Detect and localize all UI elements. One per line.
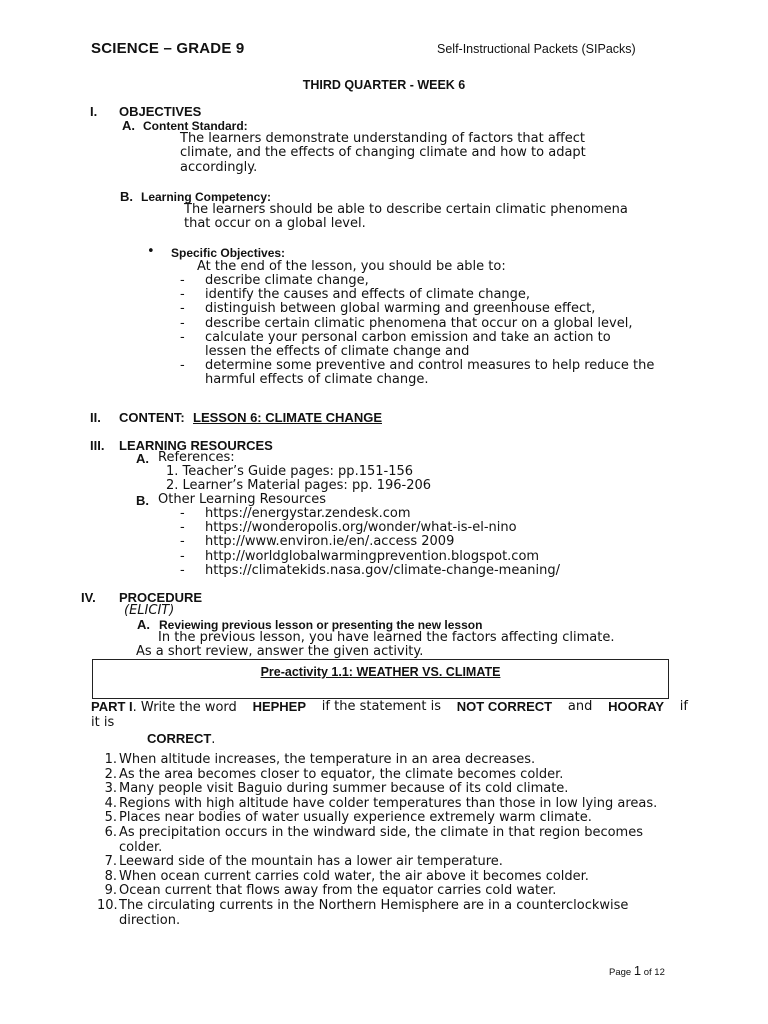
section-heading-resources: LEARNING RESOURCES: [119, 438, 273, 453]
resource-link[interactable]: - http://www.environ.ie/en/.access 2009: [180, 535, 650, 549]
step-label: Reviewing previous lesson or presenting the new lesson: [159, 618, 483, 632]
specific-objectives-label: Specific Objectives:: [171, 246, 286, 260]
content-standard-label: Content Standard:: [143, 119, 248, 133]
section-heading-procedure: PROCEDURE: [119, 590, 203, 605]
question-item: 2. As the area becomes closer to equator, the climate becomes colder.: [104, 766, 564, 782]
question-item: 5. Places near bodies of water usually experience extremely warm climate.: [104, 810, 592, 826]
question-item: 10. The circulating currents in the Northern Hemisphere are in a counterclockwise direction.: [97, 897, 629, 928]
section-heading-objectives: OBJECTIVES: [119, 104, 202, 119]
specific-objectives-intro: At the end of the lesson, you should be able to:: [197, 259, 506, 274]
pre-activity-title: Pre-activity 1.1: WEATHER VS. CLIMATE: [260, 665, 501, 679]
question-item: 8. When ocean current carries cold water, the air above it becomes colder.: [104, 868, 589, 884]
list-item: 2. Learner’s Material pages: pp. 196-206: [166, 478, 432, 494]
procedure-phase: (ELICIT): [124, 603, 175, 618]
content-label: CONTENT:: [119, 410, 185, 425]
other-resources-label: Other Learning Resources: [158, 492, 327, 507]
list-item: - calculate your personal carbon emission and take an action to lessen the effects of climate change and: [180, 331, 645, 359]
part1-label: PART I: [91, 699, 133, 714]
step-letter: A.: [137, 617, 150, 632]
learning-competency-text: The learners should be able to describe certain climatic phenomena that occur on a global level.: [184, 202, 628, 232]
lesson-title: LESSON 6: CLIMATE CHANGE: [193, 410, 382, 425]
header-series: Self-Instructional Packets (SIPacks): [437, 42, 636, 56]
pre-activity-box: [92, 659, 669, 699]
specific-objectives-list: [180, 274, 670, 388]
question-item: 3. Many people visit Baguio during summer because of its cold climate.: [104, 781, 569, 797]
references-label: References:: [158, 450, 235, 465]
page-title: THIRD QUARTER - WEEK 6: [302, 78, 466, 92]
part1-instructions: PART I. Write the word HEPHEP if the statement is NOT CORRECT and HOORAY if it is CORRECT.: [91, 699, 688, 747]
resource-link[interactable]: - https://climatekids.nasa.gov/climate-change-meaning/: [180, 564, 650, 578]
references-letter: A.: [136, 451, 149, 466]
list-item: - determine some preventive and control measures to help reduce the harmful effects of climate change.: [180, 359, 675, 387]
resource-link[interactable]: - http://worldglobalwarmingprevention.blogspot.com: [180, 550, 650, 564]
list-item: - describe certain climatic phenomena that occur on a global level,: [180, 317, 670, 331]
question-item: 9. Ocean current that flows away from the equator carries cold water.: [104, 883, 557, 899]
bullet-icon: •: [147, 244, 155, 259]
question-item: 4. Regions with high altitude have colder temperatures than those in low lying areas.: [104, 795, 658, 811]
procedure-line-1: In the previous lesson, you have learned the factors affecting climate.: [158, 630, 615, 645]
questions-list: [97, 753, 697, 928]
learning-competency-letter: B.: [120, 189, 133, 204]
question-item: 7. Leeward side of the mountain has a lower air temperature.: [104, 854, 503, 870]
list-item: - distinguish between global warming and greenhouse effect,: [180, 302, 670, 316]
list-item: 1. Teacher’s Guide pages: pp.151-156: [166, 464, 414, 479]
learning-competency-label: Learning Competency:: [141, 190, 272, 204]
section-numeral-resources: III.: [90, 438, 105, 453]
section-numeral-procedure: IV.: [81, 590, 96, 605]
section-numeral-objectives: I.: [90, 104, 98, 119]
page-number: Page 1 of 12: [609, 963, 665, 978]
content-standard-text: The learners demonstrate understanding of factors that affect climate, and the effects of changing climate and how to adapt accordingly.: [180, 131, 586, 175]
question-item: 1. When altitude increases, the temperature in an area decreases.: [104, 752, 536, 767]
list-item: - describe climate change,: [180, 274, 670, 288]
references-list: [166, 465, 431, 494]
content-standard-letter: A.: [122, 118, 135, 133]
question-item: 6. As precipitation occurs in the windward side, the climate in that region becomes colder.: [104, 824, 643, 855]
resource-link[interactable]: - https://energystar.zendesk.com: [180, 507, 650, 521]
header-subject: SCIENCE – GRADE 9: [91, 40, 245, 57]
other-resources-letter: B.: [136, 493, 149, 508]
other-resources-links: [180, 507, 650, 578]
resource-link[interactable]: - https://wonderopolis.org/wonder/what-is-el-nino: [180, 521, 650, 535]
list-item: - identify the causes and effects of climate change,: [180, 288, 670, 302]
procedure-line-2: As a short review, answer the given activity.: [136, 644, 424, 659]
section-numeral-content: II.: [90, 410, 101, 425]
